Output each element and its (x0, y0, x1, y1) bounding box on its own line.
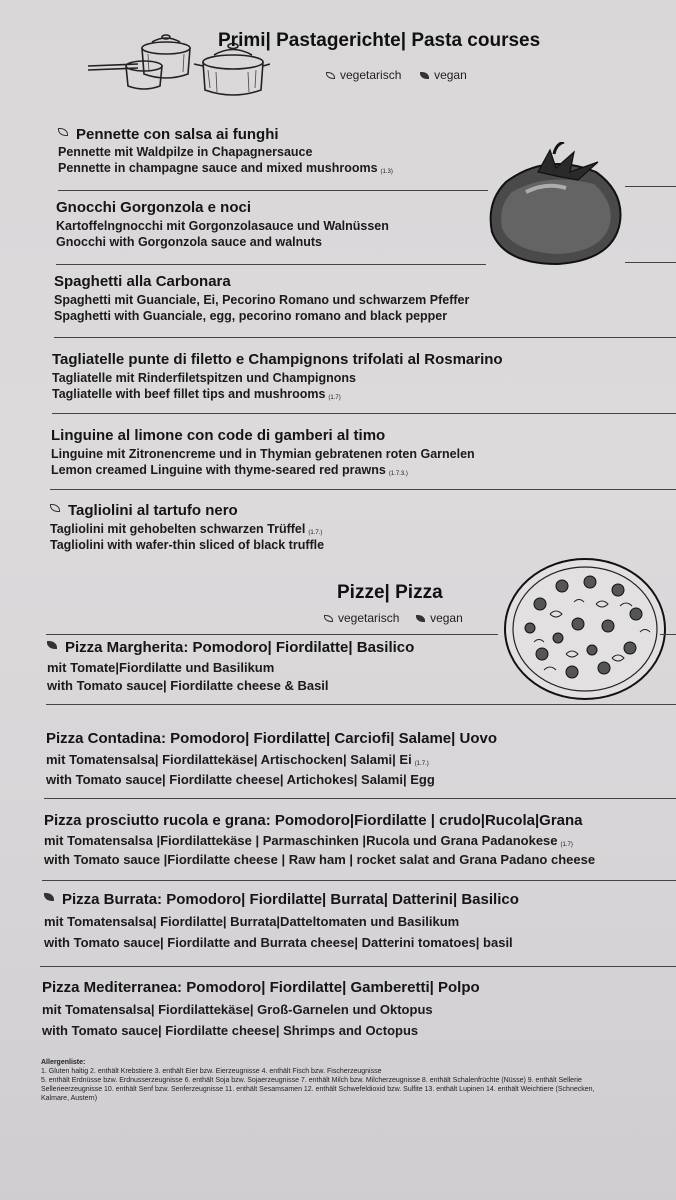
divider (42, 880, 676, 881)
divider (52, 413, 676, 414)
dish-description-en: Pennette in champagne sauce and mixed mushrooms (58, 161, 378, 175)
dish-description-de: mit Tomatensalsa |Fiordilattekäse | Parmaschinken |Rucola und Grana Padanokese (44, 833, 558, 848)
pasta-dish (51, 427, 475, 477)
pizza-dish (47, 639, 414, 693)
primi-section-title: Primi| Pastagerichte| Pasta courses (218, 30, 541, 51)
dish-description-de: mit Tomate|Fiordilatte und Basilikum (47, 660, 275, 675)
divider (58, 190, 488, 191)
legend-vegan-label: vegan (430, 611, 463, 625)
pizza-dish (42, 979, 480, 1038)
allergen-line: Kalmare, Austern) (41, 1095, 98, 1102)
pizza-dish (44, 812, 595, 867)
dish-description-de: mit Tomatensalsa| Fiordilatte| Burrata|Datteltomaten und Basilikum (44, 914, 460, 929)
dish-description-en: with Tomato sauce |Fiordilatte cheese | Raw ham | rocket salat and Grana Padano cheese (44, 852, 596, 867)
pizza-illustration (500, 554, 670, 704)
dish-name: Pizza Burrata: Pomodoro| Fiordilatte| Burrata| Datterini| Basilico (62, 891, 519, 908)
dish-name: Linguine al limone con code di gamberi al timo (51, 427, 386, 444)
dish-description-de: mit Tomatensalsa| Fiordilattekäse| Groß-Garnelen und Oktopus (42, 1002, 433, 1017)
allergen-list (41, 1058, 594, 1103)
dish-name: Tagliolini al tartufo nero (68, 502, 238, 519)
vegan-leaf-icon (416, 615, 425, 622)
allergen-line: 5. enthält Erdnüsse bzw. Erdnusserzeugnisse 6. enthält Soja bzw. Sojaerzeugnisse 7. enthält Milch bzw. Milcherzeugnisse 8. enthält Schalenfrüchte (Nüsse) 9. enthält Sellerie (41, 1077, 582, 1084)
dish-description-en: Spaghetti with Guanciale, egg, pecorino romano and black pepper (54, 309, 448, 323)
dish-description-en: Tagliolini with wafer-thin sliced of black truffle (50, 538, 325, 552)
divider (54, 337, 676, 338)
divider (625, 186, 676, 187)
dish-name: Pennette con salsa ai funghi (76, 126, 279, 143)
pizze-section-title: Pizze| Pizza (337, 582, 443, 603)
allergen-codes: (1.7.3.) (388, 471, 408, 477)
divider (50, 489, 676, 490)
vegan-leaf-icon (44, 893, 54, 901)
dish-description-en: Tagliatelle with beef fillet tips and mushrooms (52, 387, 326, 401)
dish-name: Pizza Contadina: Pomodoro| Fiordilatte| Carciofi| Salame| Uovo (46, 730, 498, 747)
vegetarian-leaf-icon (324, 615, 333, 622)
dish-description-de: Tagliolini mit gehobelten schwarzen Trüffel (50, 522, 306, 536)
dish-description-en: Lemon creamed Linguine with thyme-seared red prawns (51, 463, 386, 477)
allergen-codes: (1.3) (380, 169, 393, 175)
vegan-leaf-icon (47, 641, 57, 649)
dish-description-de: mit Tomatensalsa| Fiordilattekäse| Artischocken| Salami| Ei (46, 752, 412, 767)
vegetarian-leaf-icon (58, 128, 68, 136)
divider (40, 966, 676, 967)
pizza-dish (44, 891, 519, 950)
dish-description-de: Linguine mit Zitronencreme und in Thymian gebratenen roten Garnelen (51, 447, 475, 461)
divider (56, 264, 486, 265)
dish-description-en: with Tomato sauce| Fiordilatte cheese & Basil (47, 678, 329, 693)
legend-vegetarian-label: vegetarisch (338, 611, 400, 625)
legend-vegetarian-label: vegetarisch (340, 68, 402, 82)
dish-name: Pizza prosciutto rucola e grana: Pomodoro|Fiordilatte | crudo|Rucola|Grana (44, 812, 583, 829)
allergen-codes: (1.7) (328, 395, 341, 401)
dish-name: Spaghetti alla Carbonara (54, 273, 231, 290)
allergen-codes: (1.7) (560, 842, 573, 848)
pasta-dish (58, 126, 393, 175)
pasta-dish (52, 351, 503, 401)
divider (625, 262, 676, 263)
legend-vegan-label: vegan (434, 68, 467, 82)
dish-description-de: Spaghetti mit Guanciale, Ei, Pecorino Romano und schwarzem Pfeffer (54, 293, 470, 307)
allergen-codes: (1.7.) (414, 761, 429, 767)
dish-name: Pizza Margherita: Pomodoro| Fiordilatte| Basilico (65, 639, 415, 656)
pasta-dish (54, 273, 469, 323)
dish-description-de: Tagliatelle mit Rinderfiletspitzen und Champignons (52, 371, 356, 385)
pasta-dish (50, 502, 324, 552)
vegetarian-leaf-icon (50, 504, 60, 512)
allergen-line: Sellerieerzeugnisse 10. enthält Senf bzw. Senferzeugnisse 11. enthält Sesamsamen 12. enthält Schwefeldioxid bzw. Sulfite 13. enthält Lupinen 14. enthält Weichtiere (Schnecken, (41, 1086, 595, 1093)
primi-legend (326, 68, 467, 82)
allergen-line: 1. Gluten haltig 2. enthält Krebstiere 3. enthält Eier bzw. Eierzeugnisse 4. enthält Fisch bzw. Fischerzeugnisse (41, 1068, 382, 1075)
dish-name: Tagliatelle punte di filetto e Champignons trifolati al Rosmarino (52, 351, 503, 368)
divider (46, 704, 676, 705)
dish-description-en: with Tomato sauce| Fiordilatte and Burrata cheese| Datterini tomatoes| basil (44, 935, 513, 950)
divider (46, 634, 498, 635)
divider (660, 634, 676, 635)
pizza-dish (46, 730, 497, 787)
dish-description-en: with Tomato sauce| Fiordilatte cheese| Artichokes| Salami| Egg (46, 772, 435, 787)
allergen-codes: (1.7.) (308, 530, 323, 536)
dish-description-de: Kartoffelngnocchi mit Gorgonzolasauce und Walnüssen (56, 219, 389, 233)
vegan-leaf-icon (420, 72, 429, 79)
dish-description-en: Gnocchi with Gorgonzola sauce and walnuts (56, 235, 323, 249)
divider (44, 798, 676, 799)
dish-description-en: with Tomato sauce| Fiordilatte cheese| Shrimps and Octopus (42, 1023, 419, 1038)
dish-description-de: Pennette mit Waldpilze in Chapagnersauce (58, 145, 313, 159)
pizze-legend (324, 611, 463, 625)
tomato-illustration (486, 142, 626, 267)
allergen-list-title: Allergenliste: (41, 1059, 86, 1066)
dish-name: Pizza Mediterranea: Pomodoro| Fiordilatte| Gamberetti| Polpo (42, 979, 480, 996)
dish-name: Gnocchi Gorgonzola e noci (56, 199, 252, 216)
pasta-dish (56, 199, 389, 249)
vegetarian-leaf-icon (326, 72, 335, 79)
